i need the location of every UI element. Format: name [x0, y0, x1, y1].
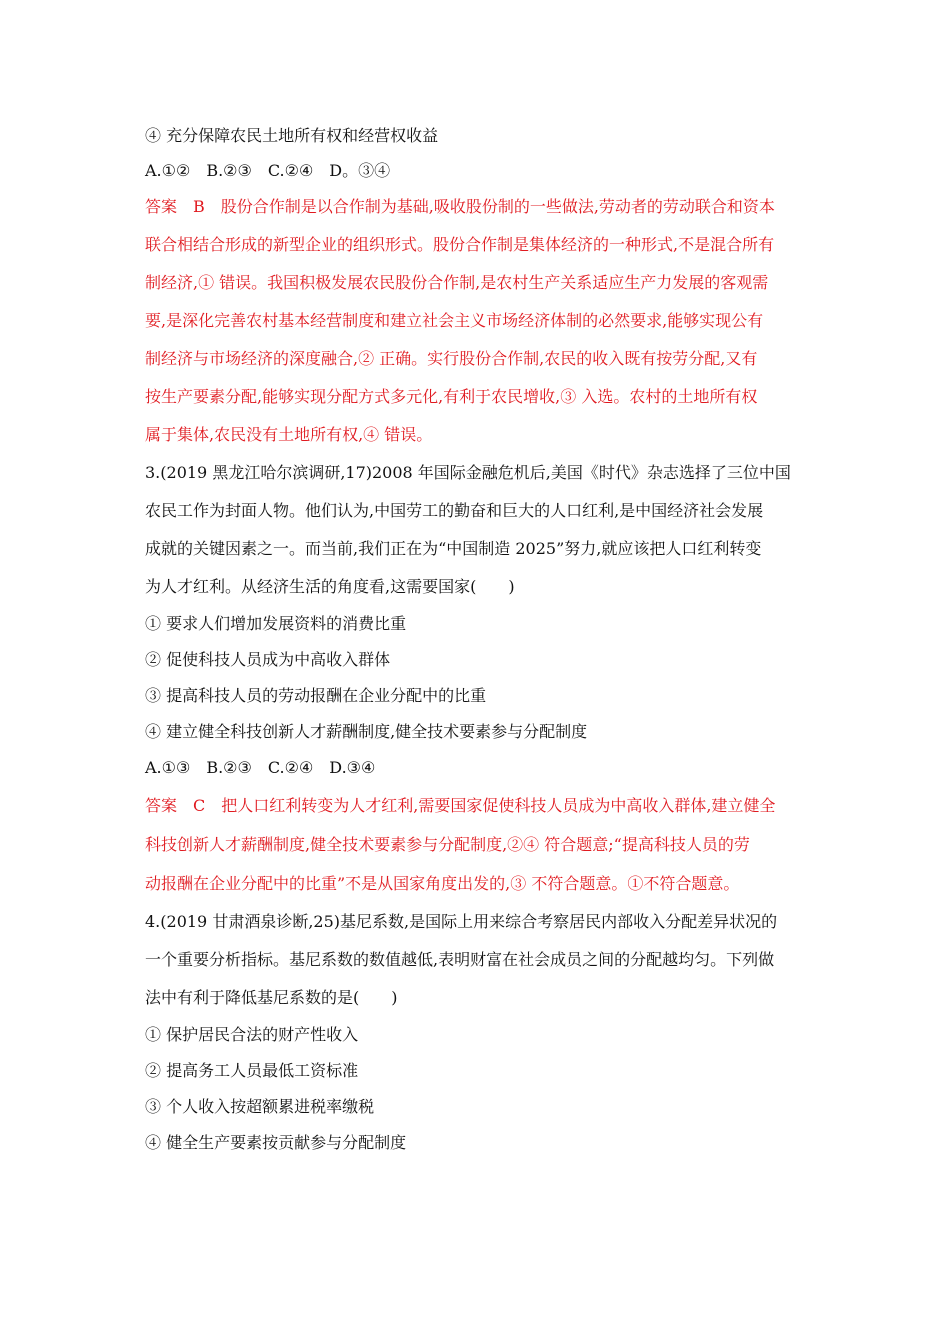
q4-option-2: ② 提高务工人员最低工资标准: [145, 1061, 359, 1080]
q4-stem-line: 一个重要分析指标。基尼系数的数值越低,表明财富在社会成员之间的分配越均匀。下列做: [145, 950, 775, 969]
q4-option-1: ① 保护居民合法的财产性收入: [145, 1025, 359, 1044]
q2-answer-line: 制经济,① 错误。我国积极发展农民股份合作制,是农村生产关系适应生产力发展的客观需: [145, 273, 769, 292]
q2-answer-line: 联合相结合形成的新型企业的组织形式。股份合作制是集体经济的一种形式,不是混合所有: [145, 235, 775, 254]
q3-stem-line: 成就的关键因素之一。而当前,我们正在为“中国制造 2025”努力,就应该把人口红利转变: [145, 539, 762, 558]
q2-answer-line: 制经济与市场经济的深度融合,② 正确。实行股份合作制,农民的收入既有按劳分配,又有: [145, 349, 758, 368]
q2-answer-line: 要,是深化完善农村基本经营制度和建立社会主义市场经济体制的必然要求,能够实现公有: [145, 311, 764, 330]
q3-answer-line: 动报酬在企业分配中的比重”不是从国家角度出发的,③ 不符合题意。①不符合题意。: [145, 874, 740, 893]
q3-answer: [145, 786, 815, 903]
q3-stem-line: 为人才红利。从经济生活的角度看,这需要国家( ): [145, 577, 515, 596]
q2-answer-line: 属于集体,农民没有土地所有权,④ 错误。: [145, 425, 433, 444]
q3-option-1: ① 要求人们增加发展资料的消费比重: [145, 614, 407, 633]
q2-answer: [145, 188, 815, 454]
q3-option-4: ④ 建立健全科技创新人才薪酬制度,健全技术要素参与分配制度: [145, 722, 588, 741]
q4-stem-line: 4.(2019 甘肃酒泉诊断,25)基尼系数,是国际上用来综合考察居民内部收入分配差异状况的: [145, 912, 778, 931]
q3-choices: A.①③ B.②③ C.②④ D.③④: [145, 758, 376, 777]
q4-option-3: ③ 个人收入按超额累进税率缴税: [145, 1097, 375, 1116]
q3-stem: [145, 454, 815, 606]
q3-answer-line: 科技创新人才薪酬制度,健全技术要素参与分配制度,②④ 符合题意;“提高科技人员的劳: [145, 835, 750, 854]
q4-option-4: ④ 健全生产要素按贡献参与分配制度: [145, 1133, 407, 1152]
q3-option-3: ③ 提高科技人员的劳动报酬在企业分配中的比重: [145, 686, 487, 705]
q3-options: [145, 606, 815, 750]
q3-stem-line: 农民工作为封面人物。他们认为,中国劳工的勤奋和巨大的人口红利,是中国经济社会发展: [145, 501, 764, 520]
q3-option-2: ② 促使科技人员成为中高收入群体: [145, 650, 391, 669]
q4-stem-line: 法中有利于降低基尼系数的是( ): [145, 988, 398, 1007]
document-body: [145, 118, 815, 1161]
q3-answer-line: 答案 C 把人口红利转变为人才红利,需要国家促使科技人员成为中高收入群体,建立健全: [145, 796, 776, 815]
q4-stem: [145, 903, 815, 1017]
q2-answer-line: 答案 B 股份合作制是以合作制为基础,吸收股份制的一些做法,劳动者的劳动联合和资本: [145, 197, 775, 216]
q2-answer-line: 按生产要素分配,能够实现分配方式多元化,有利于农民增收,③ 入选。农村的土地所有权: [145, 387, 758, 406]
q4-options: [145, 1017, 815, 1161]
q3-stem-line: 3.(2019 黑龙江哈尔滨调研,17)2008 年国际金融危机后,美国《时代》杂志选择了三位中国: [145, 463, 791, 482]
q2-choices: A.①② B.②③ C.②④ D。③④: [145, 161, 391, 180]
q2-option-4: ④ 充分保障农民土地所有权和经营权收益: [145, 126, 439, 145]
